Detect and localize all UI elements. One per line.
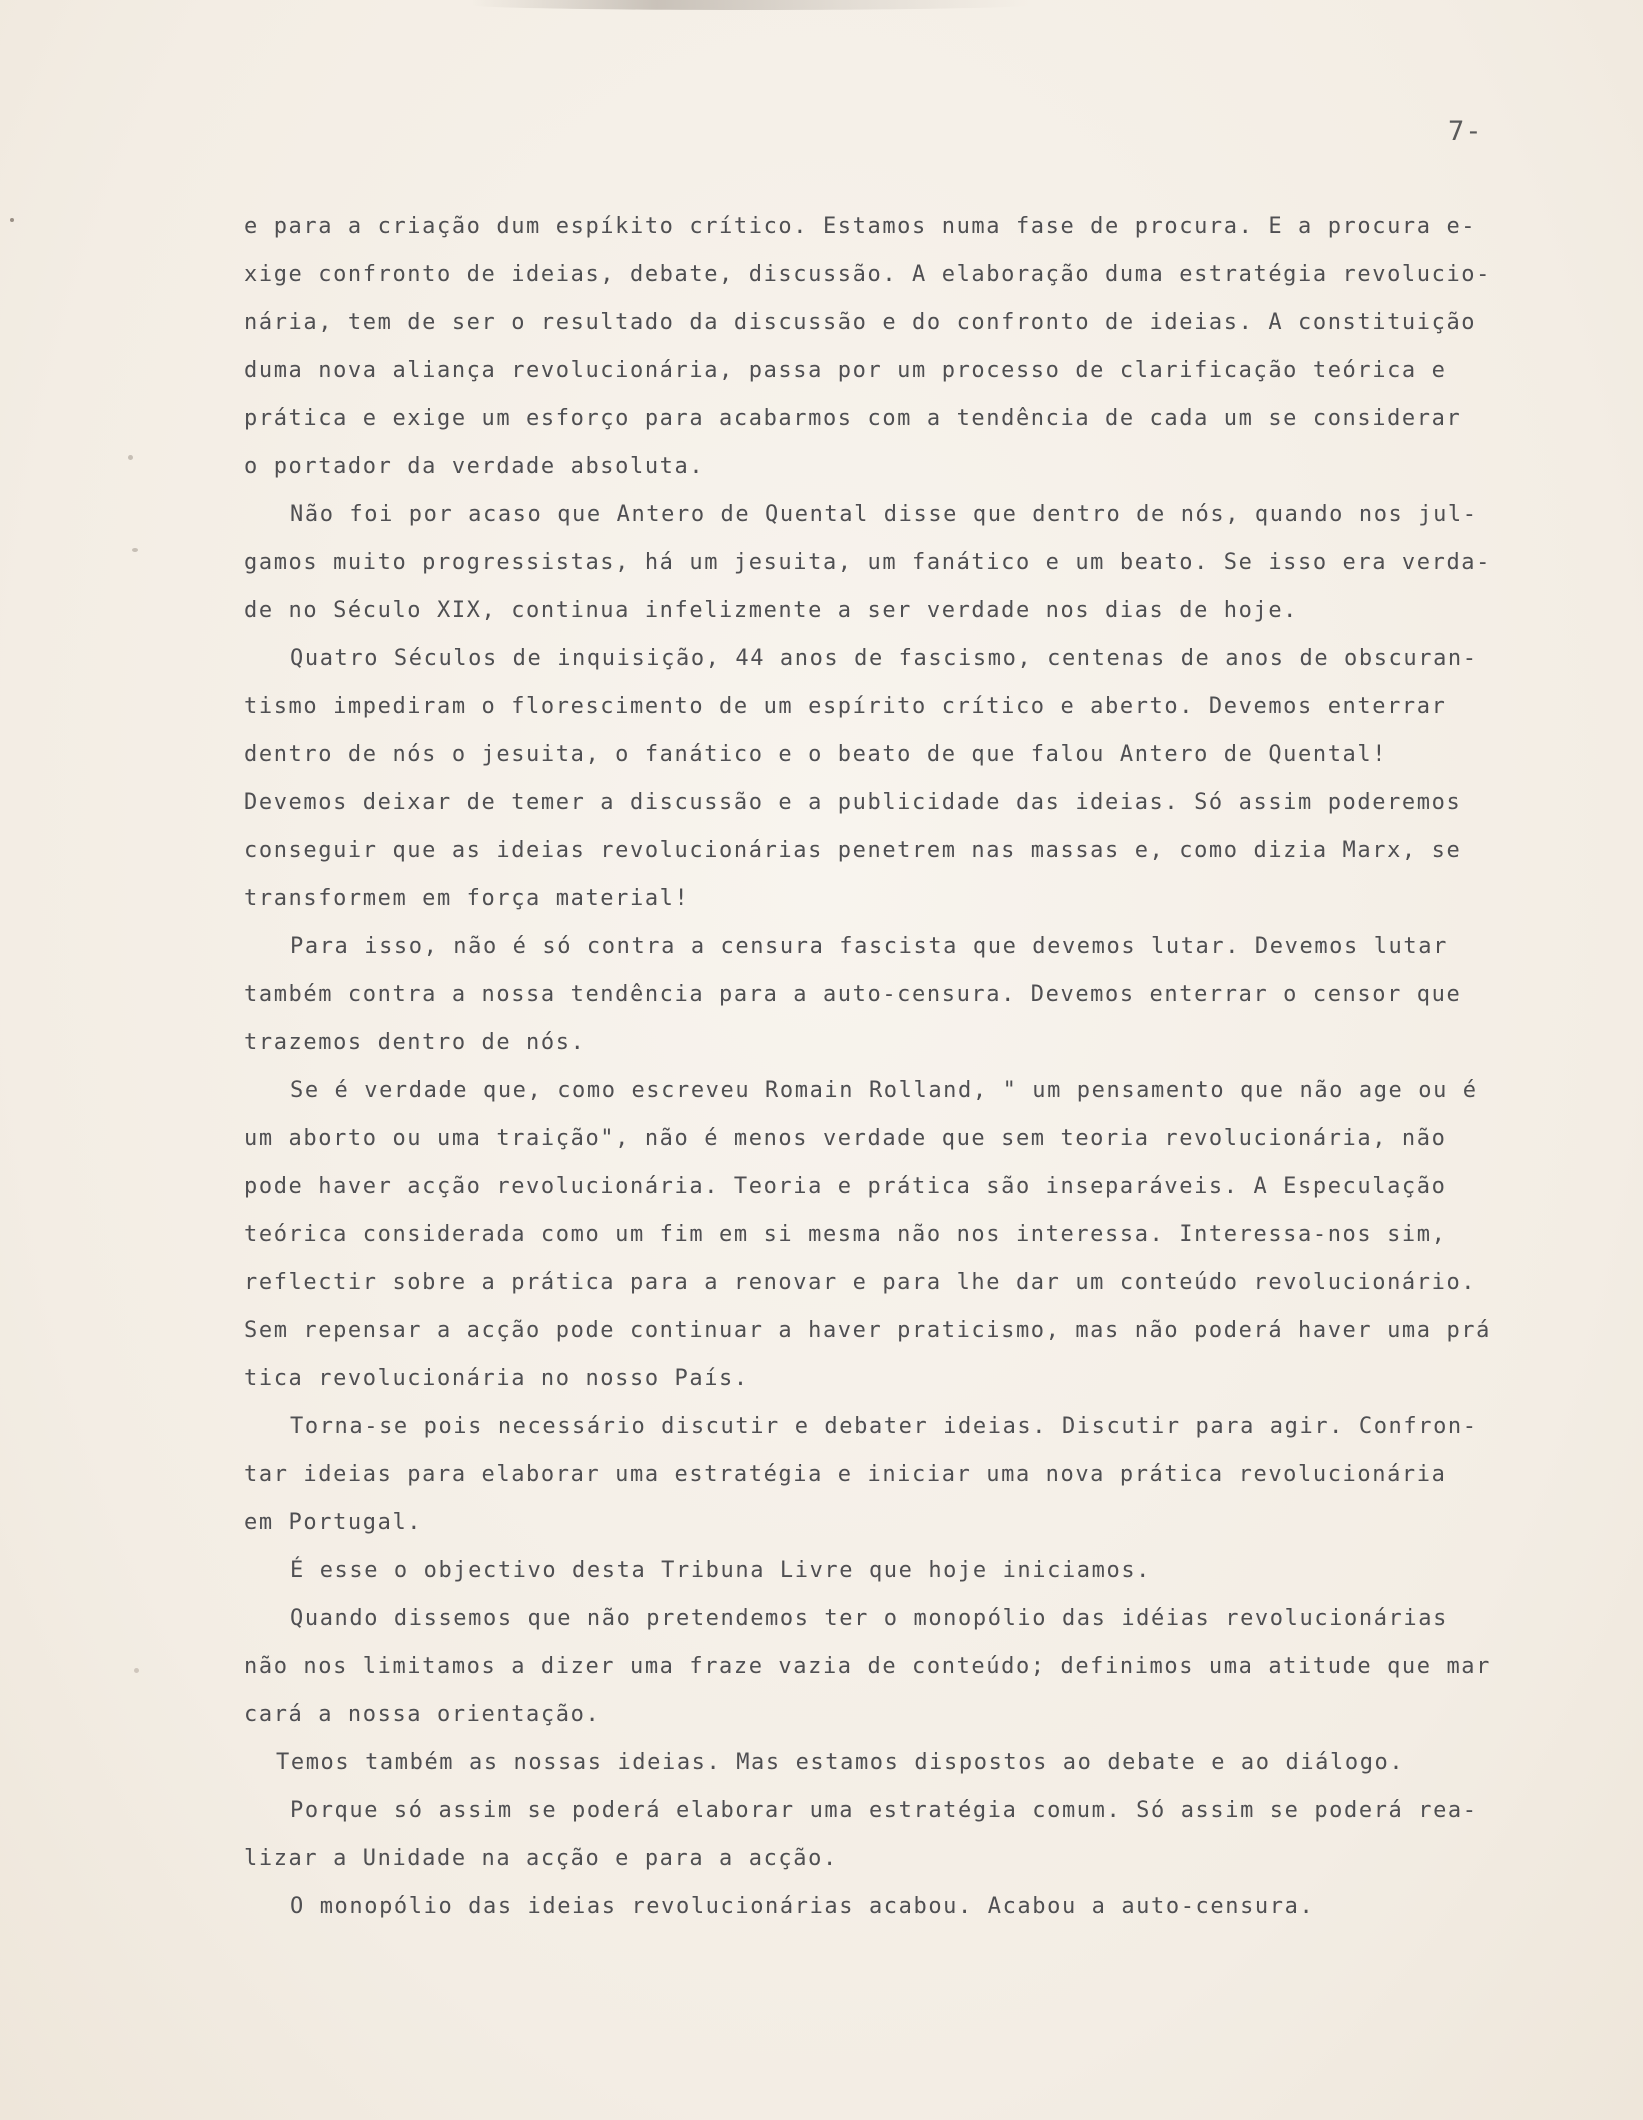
text-line: Não foi por acaso que Antero de Quental disse que dentro de nós, quando nos jul- (290, 502, 1478, 527)
text-line: O monopólio das ideias revolucionárias acabou. Acabou a auto-censura. (290, 1894, 1315, 1919)
text-line: Torna-se pois necessário discutir e debater ideias. Discutir para agir. Confron- (290, 1414, 1478, 1439)
text-line: um aborto ou uma traição", não é menos verdade que sem teoria revolucionária, não (244, 1126, 1447, 1151)
text-line: o portador da verdade absoluta. (244, 454, 705, 479)
text-line: prática e exige um esforço para acabarmos com a tendência de cada um se considerar (244, 406, 1462, 431)
text-line: nária, tem de ser o resultado da discussão e do confronto de ideias. A constituição (244, 310, 1477, 335)
scan-edge-shadow (470, 0, 1030, 10)
text-line: tismo impediram o florescimento de um espírito crítico e aberto. Devemos enterrar (244, 694, 1447, 719)
text-line: Temos também as nossas ideias. Mas estamos dispostos ao debate e ao diálogo. (276, 1750, 1405, 1775)
text-line: Sem repensar a acção pode continuar a haver praticismo, mas não poderá haver uma prá (244, 1318, 1491, 1343)
text-line: de no Século XIX, continua infelizmente a ser verdade nos dias de hoje. (244, 598, 1299, 623)
text-line: conseguir que as ideias revolucionárias penetrem nas massas e, como dizia Marx, se (244, 838, 1462, 863)
text-line: gamos muito progressistas, há um jesuita, um fanático e um beato. Se isso era verda- (244, 550, 1491, 575)
text-line: não nos limitamos a dizer uma fraze vazia de conteúdo; definimos uma atitude que mar (244, 1654, 1491, 1679)
text-line: Se é verdade que, como escreveu Romain Rolland, " um pensamento que não age ou é (290, 1078, 1478, 1103)
text-line: duma nova aliança revolucionária, passa por um processo de clarificação teórica e (244, 358, 1447, 383)
scan-speck (132, 548, 138, 552)
text-line: reflectir sobre a prática para a renovar e para lhe dar um conteúdo revolucionário. (244, 1270, 1477, 1295)
text-line: teórica considerada como um fim em si mesma não nos interessa. Interessa-nos sim, (244, 1222, 1447, 1247)
text-line: trazemos dentro de nós. (244, 1030, 586, 1055)
text-line: e para a criação dum espíkito crítico. Estamos numa fase de procura. E a procura e- (244, 214, 1477, 239)
text-line: É esse o objectivo desta Tribuna Livre que hoje iniciamos. (290, 1558, 1152, 1583)
scan-speck (10, 218, 14, 222)
text-line: também contra a nossa tendência para a auto-censura. Devemos enterrar o censor que (244, 982, 1462, 1007)
text-line: em Portugal. (244, 1510, 423, 1535)
text-line: cará a nossa orientação. (244, 1702, 601, 1727)
text-line: Para isso, não é só contra a censura fascista que devemos lutar. Devemos lutar (290, 934, 1448, 959)
text-line: Quatro Séculos de inquisição, 44 anos de fascismo, centenas de anos de obscuran- (290, 646, 1478, 671)
text-line: Porque só assim se poderá elaborar uma estratégia comum. Só assim se poderá rea- (290, 1798, 1478, 1823)
text-line: lizar a Unidade na acção e para a acção. (244, 1846, 838, 1871)
text-line: Quando dissemos que não pretendemos ter o monopólio das idéias revolucionárias (290, 1606, 1448, 1631)
text-line: transformem em força material! (244, 886, 690, 911)
text-line: tar ideias para elaborar uma estratégia e iniciar uma nova prática revolucionária (244, 1462, 1447, 1487)
scan-speck (128, 455, 133, 460)
text-line: tica revolucionária no nosso País. (244, 1366, 749, 1391)
text-line: Devemos deixar de temer a discussão e a publicidade das ideias. Só assim poderemos (244, 790, 1462, 815)
text-line: xige confronto de ideias, debate, discussão. A elaboração duma estratégia revolucio- (244, 262, 1491, 287)
scan-speck (134, 1668, 139, 1673)
text-line: pode haver acção revolucionária. Teoria e prática são inseparáveis. A Especulação (244, 1174, 1447, 1199)
page-number: 7- (1448, 116, 1483, 147)
text-line: dentro de nós o jesuita, o fanático e o beato de que falou Antero de Quental! (244, 742, 1388, 767)
